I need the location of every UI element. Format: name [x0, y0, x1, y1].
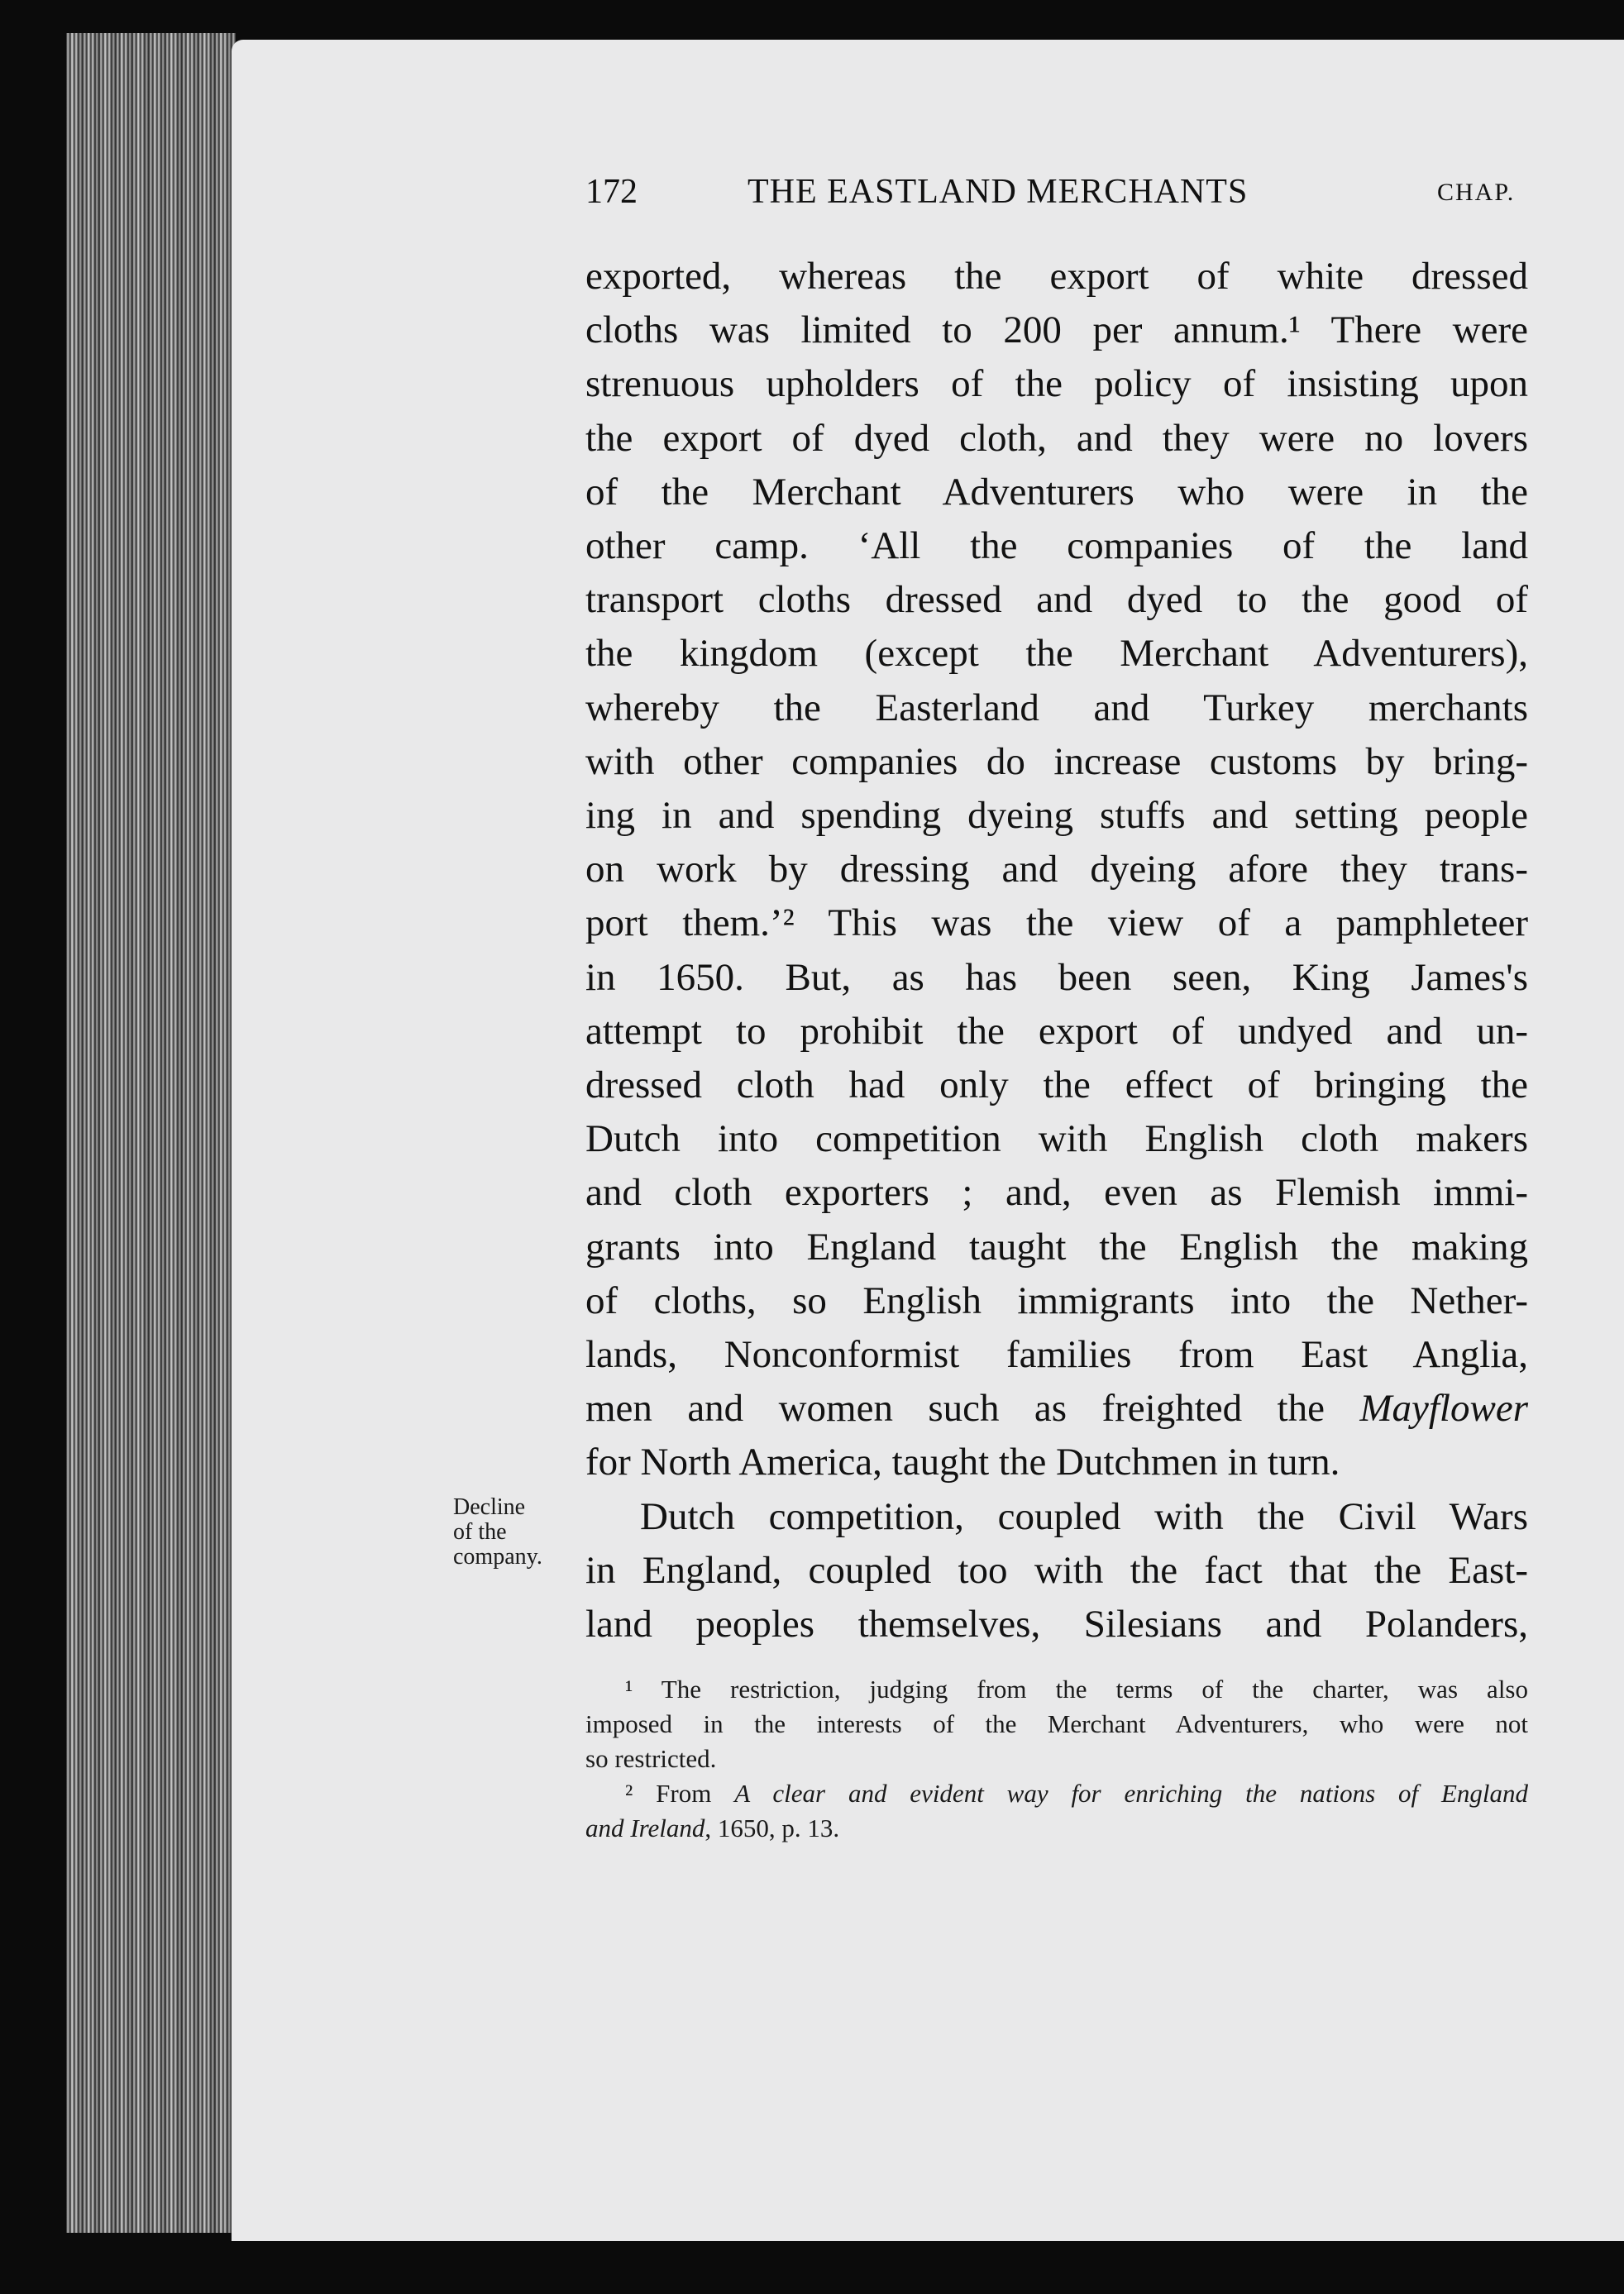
footnote-line: ¹ The restriction, judging from the terms of the charter, was also — [625, 1675, 1528, 1704]
text-line: strenuous upholders of the policy of insisting upon — [585, 362, 1528, 406]
text-line: exported, whereas the export of white dressed — [585, 255, 1528, 298]
text-line: in England, coupled too with the fact that the East- — [585, 1548, 1528, 1592]
text-line: whereby the Easterland and Turkey merchants — [585, 686, 1528, 729]
page-stack-edges — [66, 33, 236, 2233]
text-line: on work by dressing and dyeing afore they trans- — [585, 848, 1528, 891]
text-line: the export of dyed cloth, and they were no lovers — [585, 416, 1528, 460]
text-line: other camp. ‘All the companies of the land — [585, 524, 1528, 568]
text-line-mayflower — [585, 1382, 1528, 1436]
text-line: with other companies do increase customs by bring- — [585, 739, 1528, 783]
marginal-note-line: of the — [453, 1519, 507, 1545]
text-line: lands, Nonconformist families from East Anglia, — [585, 1333, 1528, 1377]
footnote-2-line-2 — [585, 1811, 1528, 1846]
text-line: ing in and spending dyeing stuffs and setting people — [585, 794, 1528, 838]
main-text — [585, 250, 1528, 1651]
page-number: 172 — [585, 173, 638, 211]
running-header — [585, 172, 1545, 222]
footnote-2-line-1 — [585, 1776, 1528, 1811]
running-title: THE EASTLAND MERCHANTS — [748, 173, 1249, 211]
text-line: the kingdom (except the Merchant Adventurers), — [585, 632, 1528, 676]
text-line: port them.’² This was the view of a pamphleteer — [585, 901, 1528, 945]
scan-border — [0, 2243, 1624, 2294]
marginal-note-line: Decline — [453, 1494, 526, 1520]
text-line: in 1650. But, as has been seen, King James's — [585, 955, 1528, 999]
marginal-note-line: company. — [453, 1544, 542, 1570]
text-line: of the Merchant Adventurers who were in the — [585, 470, 1528, 514]
footnote-line: so restricted. — [585, 1744, 717, 1773]
footnote-2-title-end: and Ireland — [585, 1814, 705, 1842]
text-line: Dutch into competition with English cloth makers — [585, 1117, 1528, 1161]
text-line: cloths was limited to 200 per annum.¹ There were — [585, 308, 1528, 352]
chapter-label: CHAP. — [1437, 179, 1516, 206]
text-line: attempt to prohibit the export of undyed and un- — [585, 1009, 1528, 1053]
footnote-line: imposed in the interests of the Merchant Adventurers, who were not — [585, 1709, 1528, 1738]
text-line: transport cloths dressed and dyed to the good of — [585, 578, 1528, 622]
footnote-2-title: A clear and evident way for enriching the nations of England — [734, 1779, 1528, 1808]
text-line: for North America, taught the Dutchmen in turn. — [585, 1441, 1340, 1484]
text-line: dressed cloth had only the effect of bringing the — [585, 1063, 1528, 1107]
text-line: of cloths, so English immigrants into the Nether- — [585, 1278, 1528, 1322]
text-line: land peoples themselves, Silesians and Polanders, — [585, 1603, 1528, 1646]
text-segment: men and women such as freighted the — [585, 1387, 1325, 1431]
ship-name-italic: Mayflower — [1359, 1387, 1528, 1431]
footnote-2-suffix: , 1650, p. 13. — [705, 1814, 840, 1842]
footnotes — [585, 1672, 1528, 1846]
footnote-2-prefix: ² From — [625, 1779, 712, 1808]
text-line: Dutch competition, coupled with the Civil Wars — [640, 1494, 1528, 1538]
text-line: grants into England taught the English the making — [585, 1225, 1528, 1269]
marginal-note — [453, 1495, 585, 1570]
text-line: and cloth exporters ; and, even as Flemish immi- — [585, 1171, 1528, 1215]
